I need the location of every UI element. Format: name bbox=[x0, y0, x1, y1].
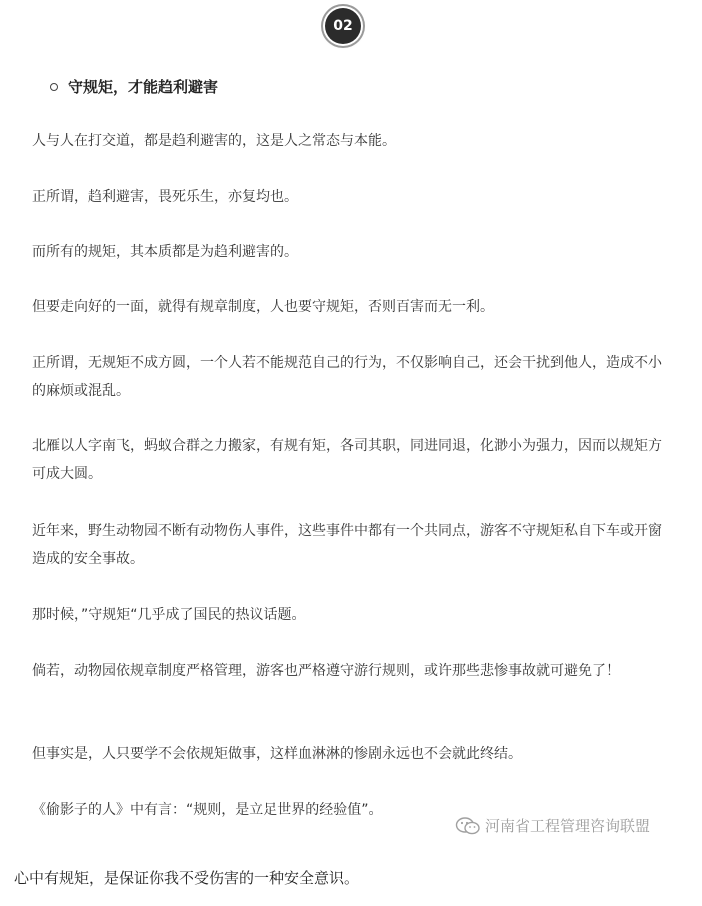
paragraph: 正所谓，趋利避害，畏死乐生，亦复均也。 bbox=[32, 189, 298, 205]
closing-line: 心中有规矩，是保证你我不受伤害的一种安全意识。 bbox=[14, 869, 360, 887]
wechat-icon bbox=[455, 816, 481, 836]
paragraph: 正所谓，无规矩不成方圆，一个人若不能规范自己的行为，不仅影响自己，还会干扰到他人，造成不小的麻烦或混乱。 bbox=[32, 355, 662, 399]
section-number-badge: 02 bbox=[325, 8, 361, 44]
paragraph: 北雁以人字南飞，蚂蚁合群之力搬家，有规有矩，各司其职，同进同退，化渺小为强力，因而以规矩方可成大圆。 bbox=[32, 438, 662, 482]
paragraph: 但要走向好的一面，就得有规章制度，人也要守规矩，否则百害而无一利。 bbox=[32, 299, 494, 315]
paragraph: 倘若，动物园依规章制度严格管理，游客也严格遵守游行规则，或许那些悲惨事故就可避免了！ bbox=[32, 663, 620, 679]
bullet-circle-icon bbox=[50, 83, 58, 91]
watermark-text: 河南省工程管理咨询联盟 bbox=[485, 817, 651, 835]
paragraph: 但事实是，人只要学不会依规矩做事，这样血淋淋的惨剧永远也不会就此终结。 bbox=[32, 746, 522, 762]
section-heading-text: 守规矩，才能趋利避害 bbox=[68, 78, 219, 96]
paragraph: 近年来，野生动物园不断有动物伤人事件，这些事件中都有一个共同点，游客不守规矩私自下车或开窗造成的安全事故。 bbox=[32, 523, 662, 567]
paragraph: 《偷影子的人》中有言：“规则，是立足世界的经验值”。 bbox=[32, 802, 383, 818]
paragraph: 那时候，”守规矩“几乎成了国民的热议话题。 bbox=[32, 607, 306, 623]
section-heading bbox=[50, 76, 218, 97]
paragraph: 人与人在打交道，都是趋利避害的，这是人之常态与本能。 bbox=[32, 133, 396, 149]
watermark bbox=[455, 815, 650, 836]
paragraph: 而所有的规矩，其本质都是为趋利避害的。 bbox=[32, 244, 298, 260]
